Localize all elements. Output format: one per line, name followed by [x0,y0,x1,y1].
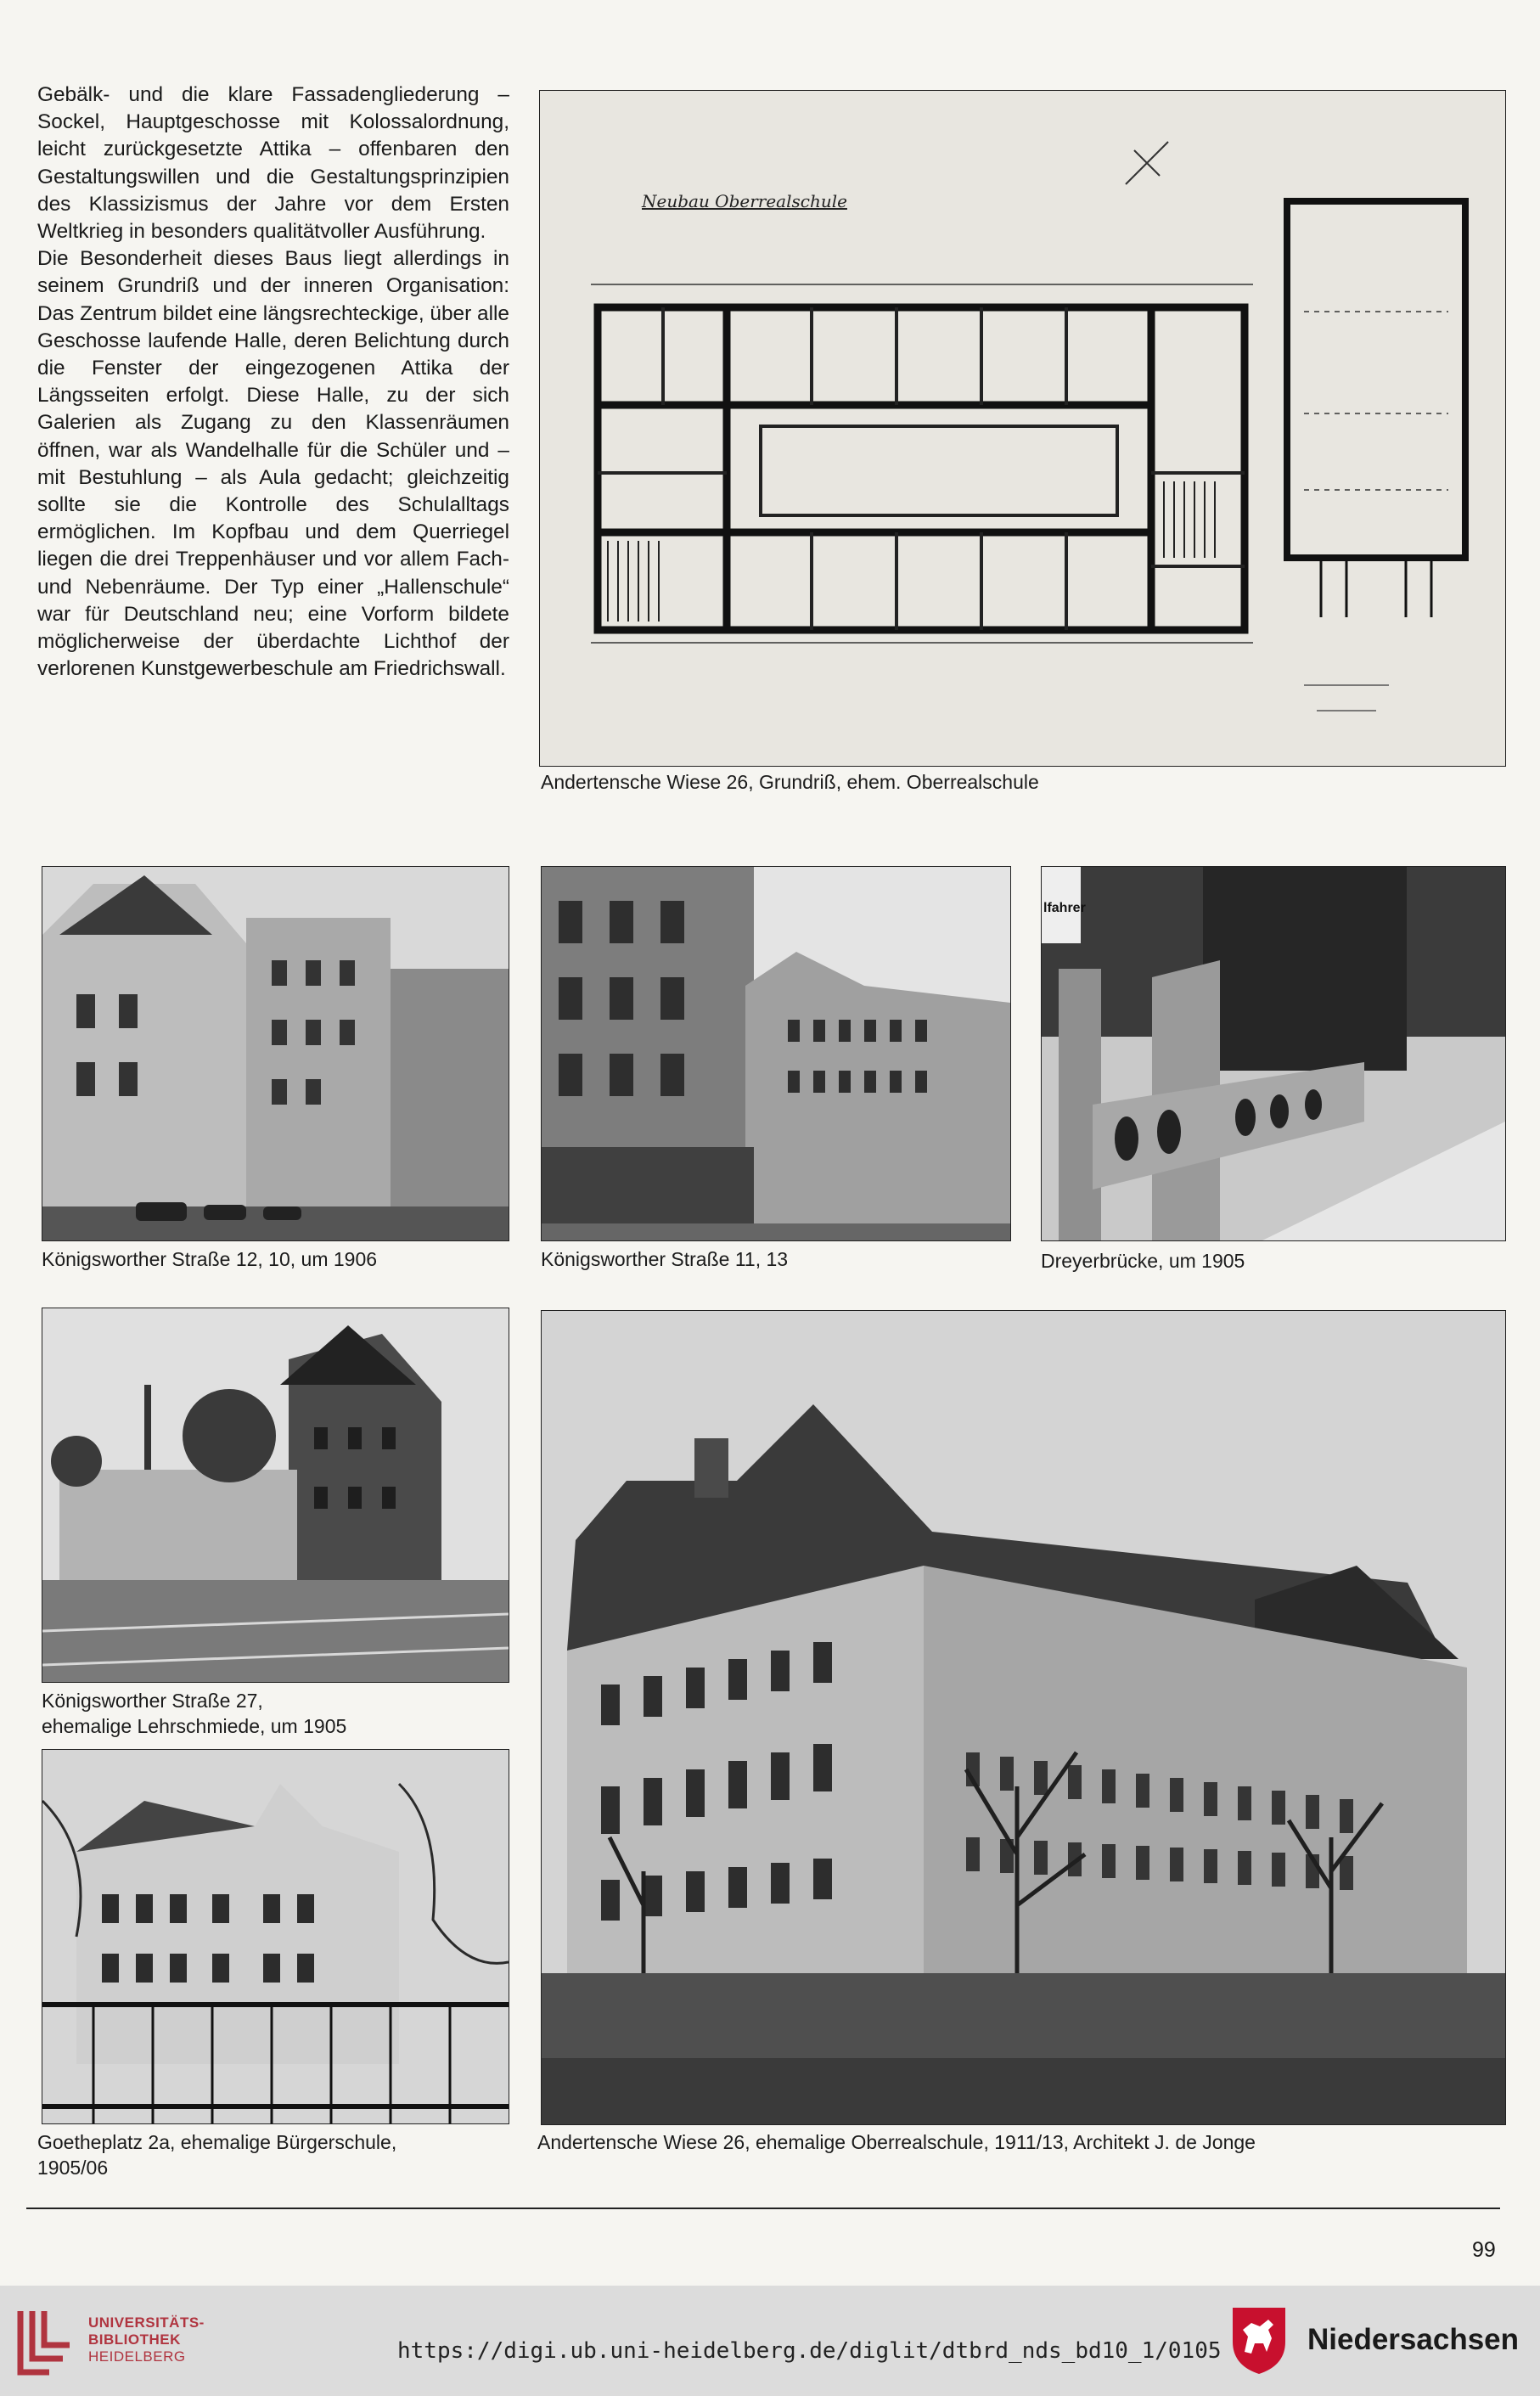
niedersachsen-horse-icon[interactable] [1229,2304,1289,2376]
photo-caption-4-line1: Königsworther Straße 27, [42,1690,263,1712]
photo-caption-1: Königsworther Straße 12, 10, um 1906 [42,1248,378,1270]
library-line-1: UNIVERSITÄTS- [88,2314,205,2331]
sign-text: lfahrer [1043,901,1086,915]
page-number: 99 [1472,2238,1496,2262]
plan-title: Neubau Oberrealschule [642,191,847,211]
photo-koenigsworther-11-13 [541,866,1011,1241]
photo-koenigsworther-27 [42,1308,509,1683]
body-text-column [37,82,509,683]
photo-caption-2: Königsworther Straße 11, 13 [541,1248,789,1270]
photo-caption-5-line2: 1905/06 [37,2157,109,2179]
library-line-2: BIBLIOTHEK [88,2331,181,2348]
plan-caption: Andertensche Wiese 26, Grundriß, ehem. Oberrealschule [541,771,1039,793]
photo-goetheplatz-2a [42,1749,509,2124]
library-name [88,2314,205,2365]
photo-caption-5-line1: Goetheplatz 2a, ehemalige Bürgerschule, [37,2131,397,2153]
photo-caption-5 [37,2129,396,2180]
photo-caption-4-line2: ehemalige Lehrschmiede, um 1905 [42,1715,347,1737]
photo-caption-4 [42,1688,346,1739]
floor-plan-drawing [539,90,1506,767]
photo-dreyerbruecke [1041,866,1506,1241]
state-name: Niedersachsen [1307,2323,1520,2356]
paragraph-2: Die Besonderheit dieses Baus liegt allerdings in seinem Grundriß und der inneren Organisation: Das Zentrum bildet eine längsrechteckige, über alle Geschosse laufende Halle, deren Belichtung durch die Fenster der eingezogenen Attika der Längsseiten erfolgt. Diese Halle, zu der sich Galerien als Zugang zu den Klassenräumen öffnen, war als Wandelhalle für die Schüler und – mit Bestuhlung – als Aula gedacht; gleichzeitig sollte sie die Kontrolle des Schulalltags ermöglichen. Im Kopfbau und dem Querriegel liegen die drei Treppenhäuser und vor allem Fach- und Nebenräume. Der Typ einer „Hallenschule“ war für Deutschland neu; eine Vorform bildete möglicherweise der überdachte Lichthof der verlorenen Kunstgewerbeschule am Friedrichswall. [37,247,509,681]
library-line-3: HEIDELBERG [88,2348,186,2365]
footer-bar [0,2286,1540,2396]
photo-caption-3: Dreyerbrücke, um 1905 [1041,1250,1245,1272]
paragraph-1: Gebälk- und die klare Fassadengliederung – Sockel, Hauptgeschosse mit Kolossalordnung, leicht zurückgesetzte Attika – offenbaren den Gestaltungswillen und die Gestaltungsprinzipien des Klassizismus der Jahre vor dem Ersten Weltkrieg in besonders qualitätvoller Ausführung. [37,83,509,244]
document-url-link[interactable]: https://digi.ub.uni-heidelberg.de/diglit/dtbrd_nds_bd10_1/0105 [397,2338,1222,2364]
bottom-rule [26,2208,1500,2209]
photo-koenigsworther-12-10 [42,866,509,1241]
photo-oberrealschule [541,1310,1506,2125]
heidelberg-logo-icon[interactable] [15,2304,75,2379]
photo-caption-6: Andertensche Wiese 26, ehemalige Oberrealschule, 1911/13, Architekt J. de Jonge [537,2131,1256,2153]
